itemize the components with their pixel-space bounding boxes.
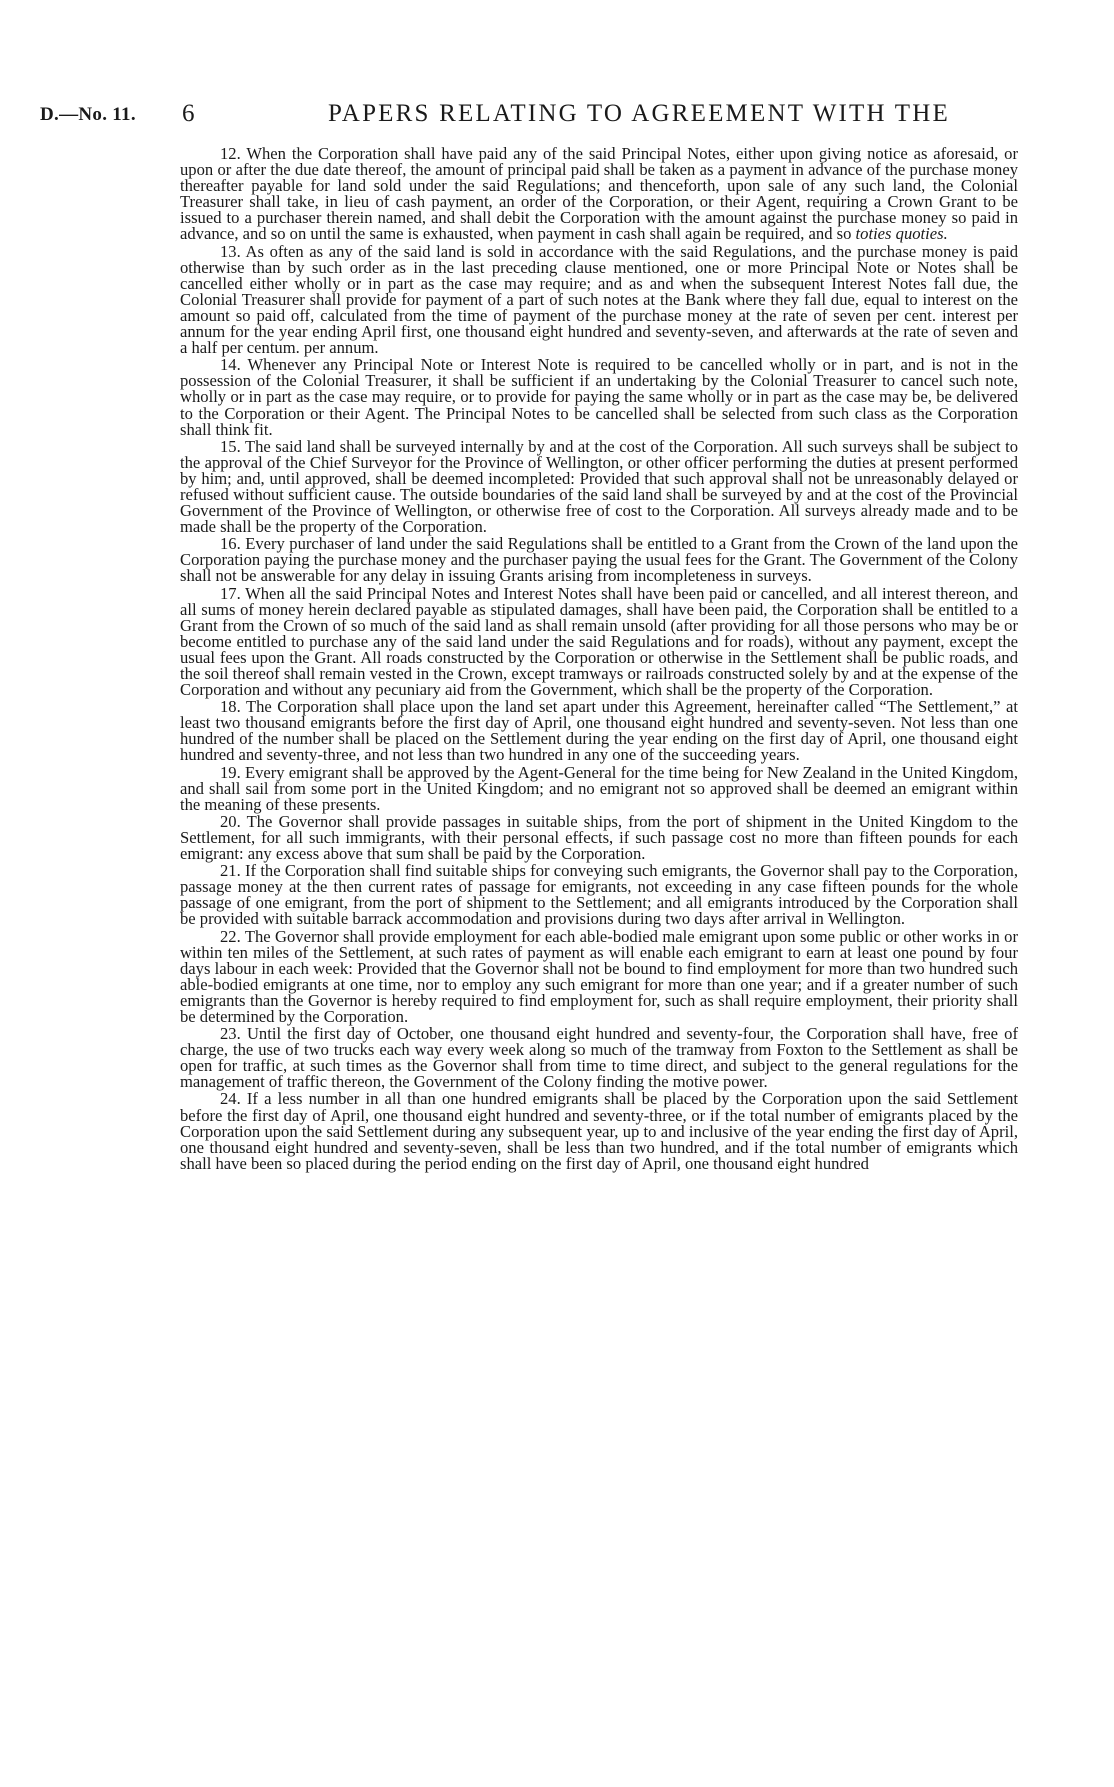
paragraph-12 [180,146,1018,243]
paragraph-21: 21. If the Corporation shall find suitable ships for conveying such emigrants, the Governor shall pay to the Corporation, passage money at the then current rates of passage for emigrants, not exceeding in any case fifteen pounds for the whole passage of one emigrant, from the port of shipment to the Settlement; and all emigrants introduced by the Corporation shall be provided with suitable barrack accommodation and provisions during two days after arrival in Wellington. [180,861,1018,929]
paragraph-13: 13. As often as any of the said land is sold in accordance with the said Regulations, and the purchase money is paid otherwise than by such order as in the last preceding clause mentioned, one or more Principal Note or Notes shall be cancelled either wholly or in part as the case may require; and as and when the subsequent Interest Notes fall due, the Colonial Treasurer shall provide for payment of a part of such notes at the Bank where they fall due, equal to interest on the amount so paid off, calculated from the time of payment of the purchase money at the rate of seven per cent. interest per annum for the year ending April first, one thousand eight hundred and seventy-seven, and afterwards at the rate of seven and a half per centum. per annum. [180,241,1018,358]
paragraph-15: 15. The said land shall be surveyed internally by and at the cost of the Corporation. All such surveys shall be subject to the approval of the Chief Surveyor for the Province of Wellington, or other officer performing the duties at present performed by him; and, until approved, shall be deemed incompleted: Provided that such approval shall not be unreasonably delayed or refused without sufficient cause. The outside boundaries of the said land shall be surveyed by and at the cost of the Provincial Government of the Province of Wellington, or otherwise free of cost to the Corporation. All surveys already made and to be made shall be the property of the Corporation. [180,436,1018,537]
page-header [40,100,1000,130]
document-body [180,146,1018,1173]
paragraph-text: 12. When the Corporation shall have paid any of the said Principal Notes, either upon giving notice as aforesaid, or upon or after the due date thereof, the amount of principal paid shall be taken as a payment in advance of the purchase money thereafter payable for land sold under the said Regulations; and thenceforth, upon sale of any such land, the Colonial Treasurer shall take, in lieu of cash payment, an order of the Corporation, or their Agent, requiring a Crown Grant to be issued to a purchaser therein named, and shall debit the Corporation with the amount against the purchase money so paid in advance, and so on until the same is exhausted, when payment in cash shall again be required, and so [180,144,1018,244]
paragraph-23: 23. Until the first day of October, one thousand eight hundred and seventy-four, the Corporation shall have, free of charge, the use of two trucks each way every week along so much of the tramway from Foxton to the Settlement as shall be open for traffic, at such times as the Governor shall from time to time direct, and subject to the general regulations for the management of traffic thereon, the Government of the Colony finding the motive power. [180,1024,1018,1092]
paragraph-18: 18. The Corporation shall place upon the land set apart under this Agreement, hereinafter called “The Settlement,” at least two thousand emigrants before the first day of April, one thousand eight hundred and seventy-seven. Not less than one hundred of the number shall be placed on the Settlement during the year ending on the first day of April, one thousand eight hundred and seventy-three, and not less than two hundred in any one of the succeeding years. [180,697,1018,765]
paragraph-italic-phrase: toties quoties. [855,224,948,244]
paragraph-22: 22. The Governor shall provide employment for each able-bodied male emigrant upon some public or other works in or within ten miles of the Settlement, at such rates of payment as will enable each emigrant to earn at least one pound by four days labour in each week: Provided that the Governor shall not be bound to find employment for more than two hundred such able-bodied emigrants at one time, nor to employ any such emigrant for more than one year; and if a greater number of such emigrants than the Governor is hereby required to find employment for, such as shall require employment, their priority shall be determined by the Corporation. [180,926,1018,1026]
paragraph-14: 14. Whenever any Principal Note or Interest Note is required to be cancelled wholly or in part, and is not in the possession of the Colonial Treasurer, it shall be sufficient if an undertaking by the Colonial Treasurer to cancel such note, wholly or in part as the case may require, or to provide for paying the same wholly or in part as the case may be, be delivered to the Corporation or their Agent. The Principal Notes to be cancelled shall be selected from such class as the Corporation shall think fit. [180,355,1018,439]
paragraph-17: 17. When all the said Principal Notes and Interest Notes shall have been paid or cancelled, and all interest thereon, and all sums of money herein declared payable as stipulated damages, shall have been paid, the Corporation shall be entitled to a Grant from the Crown of so much of the said land as shall remain unsold (after providing for all those persons who may be or become entitled to purchase any of the said land under the said Regulations and for roads), without any payment, except the usual fees upon the Grant. All roads constructed by the Corporation or otherwise in the Settlement shall be public roads, and the soil thereof shall remain vested in the Crown, except tramways or railroads constructed solely by and at the expense of the Corporation and without any pecuniary aid from the Government, which shall be the property of the Corporation. [180,583,1018,700]
page-number: 6 [182,100,195,127]
running-title: PAPERS RELATING TO AGREEMENT WITH THE [328,100,950,127]
paragraph-24: 24. If a less number in all than one hundred emigrants shall be placed by the Corporation upon the said Settlement before the first day of April, one thousand eight hundred and seventy-three, or if the total number of emigrants placed by the Corporation upon the said Settlement during any subsequent year, up to and inclusive of the year ending the first day of April, one thousand eight hundred and seventy-seven, shall be less than two hundred, and if the total number of emigrants which shall have been so placed during the period ending on the first day of April, one thousand eight hundred [180,1089,1018,1173]
document-reference: D.—No. 11. [40,104,136,125]
paragraph-20: 20. The Governor shall provide passages in suitable ships, from the port of shipment in the United Kingdom to the Settlement, for all such immigrants, with their personal effects, if such passage cost no more than fifteen pounds for each emigrant: any excess above that sum shall be paid by the Corporation. [180,811,1018,864]
paragraph-19: 19. Every emigrant shall be approved by the Agent-General for the time being for New Zealand in the United Kingdom, and shall sail from some port in the United Kingdom; and no emigrant not so approved shall be deemed an emigrant within the meaning of these presents. [180,762,1018,814]
paragraph-16: 16. Every purchaser of land under the said Regulations shall be entitled to a Grant from the Crown of the land upon the Corporation paying the purchase money and the purchaser paying the usual fees for the Grant. The Government of the Colony shall not be answerable for any delay in issuing Grants arising from incompleteness in surveys. [180,534,1018,586]
